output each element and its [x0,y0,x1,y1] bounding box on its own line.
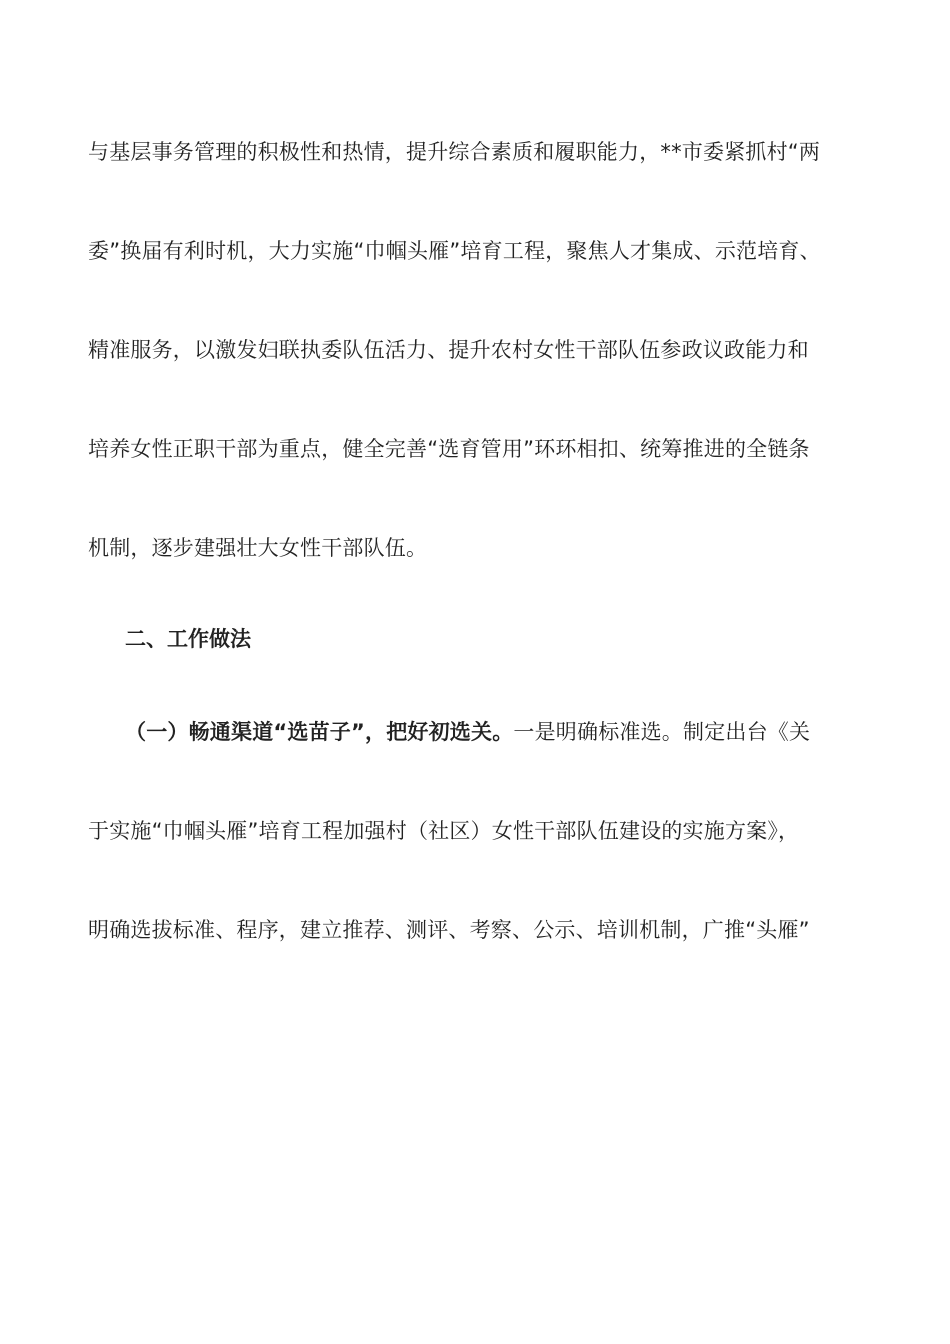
body-text-line-4: 培养女性正职干部为重点，健全完善“选育管用”环环相扣、统筹推进的全链条 [88,437,810,461]
body-text-line-2: 委”换届有利时机，大力实施“巾帼头雁”培育工程，聚焦人才集成、示范培育、 [88,239,821,263]
section-heading: 二、工作做法 [125,627,251,651]
subsection-text-line-2: 于实施“巾帼头雁”培育工程加强村（社区）女性干部队伍建设的实施方案》， [88,819,800,843]
body-text-line-5: 机制，逐步建强壮大女性干部队伍。 [88,536,428,560]
subsection-bold-lead: （一）畅通渠道“选苗子”，把好初选关。 [125,720,514,744]
subsection-text-line-3: 明确选拔标准、程序，建立推荐、测评、考察、公示、培训机制，广推“头雁” [88,918,810,942]
body-text-line-1: 与基层事务管理的积极性和热情，提升综合素质和履职能力，**市委紧抓村“两 [88,140,821,164]
body-text-line-3: 精准服务，以激发妇联执委队伍活力、提升农村女性干部队伍参政议政能力和 [88,338,809,362]
subsection-first-line-rest: 一是明确标准选。制定出台《关 [513,720,811,744]
subsection-first-line [125,717,878,747]
